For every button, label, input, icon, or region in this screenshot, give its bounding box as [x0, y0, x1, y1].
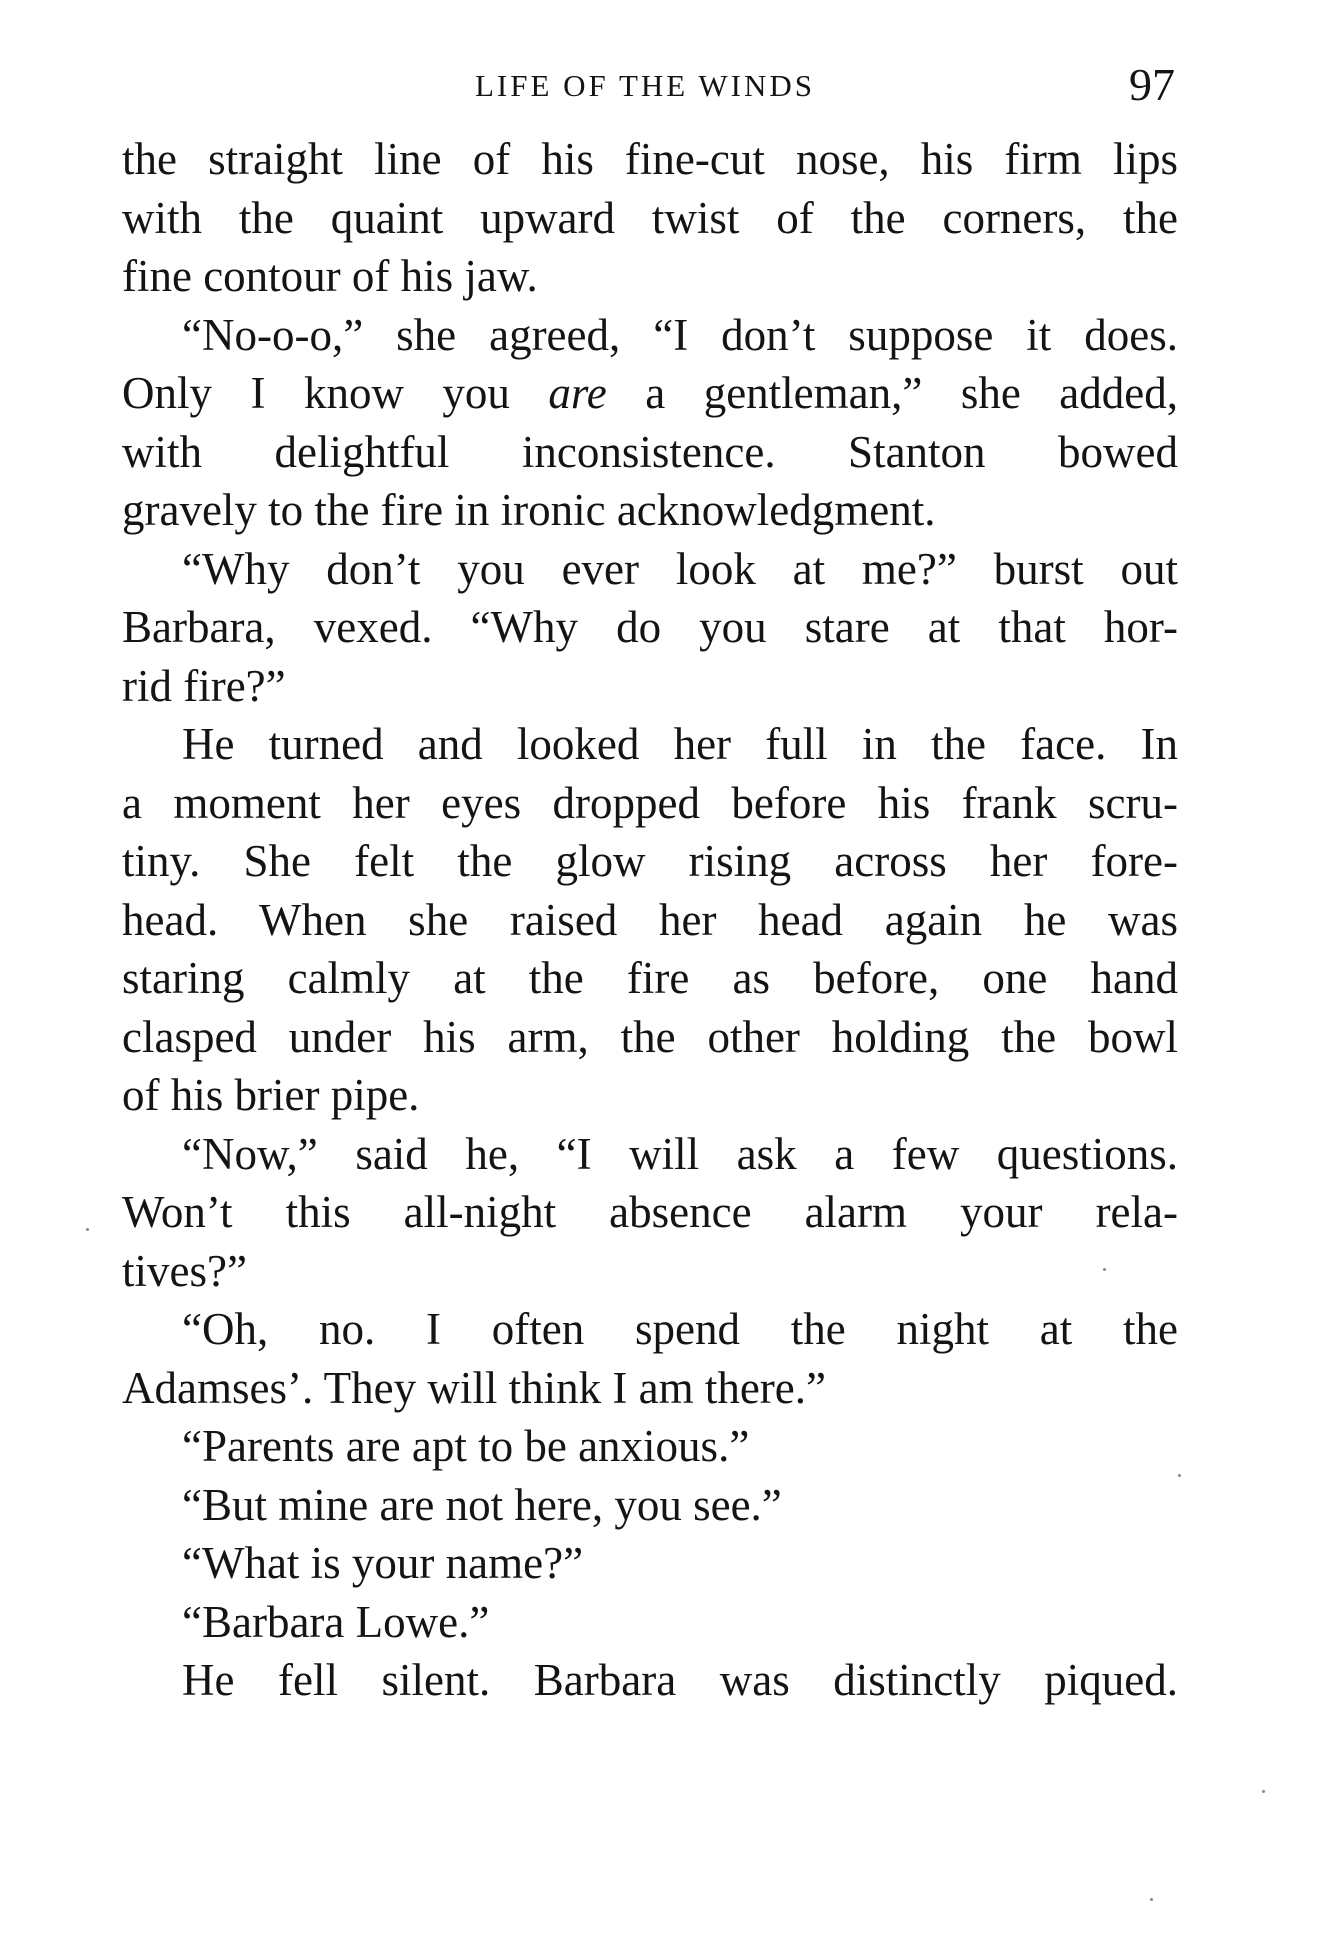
text-line: tives?” — [122, 1245, 247, 1296]
print-speck — [1103, 1268, 1106, 1271]
text-line: clasped under his arm, the other holding the bowl — [122, 1011, 1178, 1062]
text-line: fine contour of his jaw. — [122, 251, 538, 301]
text-line: head. When she raised her head again he was — [122, 894, 1178, 945]
text-line: “Oh, no. I often spend the night at the — [182, 1304, 1178, 1354]
text-line: gravely to the fire in ironic acknowledgment. — [122, 485, 936, 535]
text-line: Adamses’. They will think I am there.” — [122, 1362, 826, 1413]
text-line: the straight line of his fine-cut nose, his firm lips — [122, 134, 1178, 184]
text-line: tiny. She felt the glow rising across her fore- — [122, 836, 1178, 886]
text-line: “Barbara Lowe.” — [182, 1596, 490, 1647]
text-line: a moment her eyes dropped before his frank scru- — [122, 777, 1178, 828]
text-line: with the quaint upward twist of the corners, the — [122, 192, 1178, 243]
italic-word: are — [548, 368, 607, 418]
print-speck — [86, 1228, 89, 1231]
print-speck — [1262, 1790, 1265, 1793]
print-speck — [1150, 1898, 1153, 1901]
text-line: “What is your name?” — [182, 1538, 584, 1588]
text-line: He fell silent. Barbara was distinctly piqued. — [182, 1655, 1178, 1705]
page-number: 97 — [1129, 59, 1175, 110]
text-line: “Why don’t you ever look at me?” burst out — [182, 543, 1178, 594]
running-title: LIFE OF THE WINDS — [474, 68, 816, 103]
text-line: with delightful inconsistence. Stanton bowed — [122, 426, 1178, 477]
print-speck — [1178, 1474, 1181, 1477]
text-line — [122, 364, 1178, 423]
text-line: He turned and looked her full in the face. In — [182, 719, 1178, 769]
text-run: Only I know you — [122, 368, 549, 418]
text-line: “Now,” said he, “I will ask a few questions. — [182, 1128, 1178, 1179]
body-text — [122, 130, 1178, 1710]
text-run: a gentleman,” she added, — [606, 368, 1178, 418]
text-line: Won’t this all-night absence alarm your rela- — [122, 1187, 1178, 1237]
text-line: “But mine are not here, you see.” — [182, 1479, 782, 1530]
text-line: staring calmly at the fire as before, one hand — [122, 953, 1178, 1003]
running-head — [0, 58, 1343, 108]
text-line: rid fire?” — [122, 660, 286, 711]
text-line: “Parents are apt to be anxious.” — [182, 1421, 750, 1471]
text-line: Barbara, vexed. “Why do you stare at that hor- — [122, 602, 1178, 652]
text-line: of his brier pipe. — [122, 1070, 420, 1120]
text-line: “No-o-o,” she agreed, “I don’t suppose it does. — [182, 309, 1178, 360]
